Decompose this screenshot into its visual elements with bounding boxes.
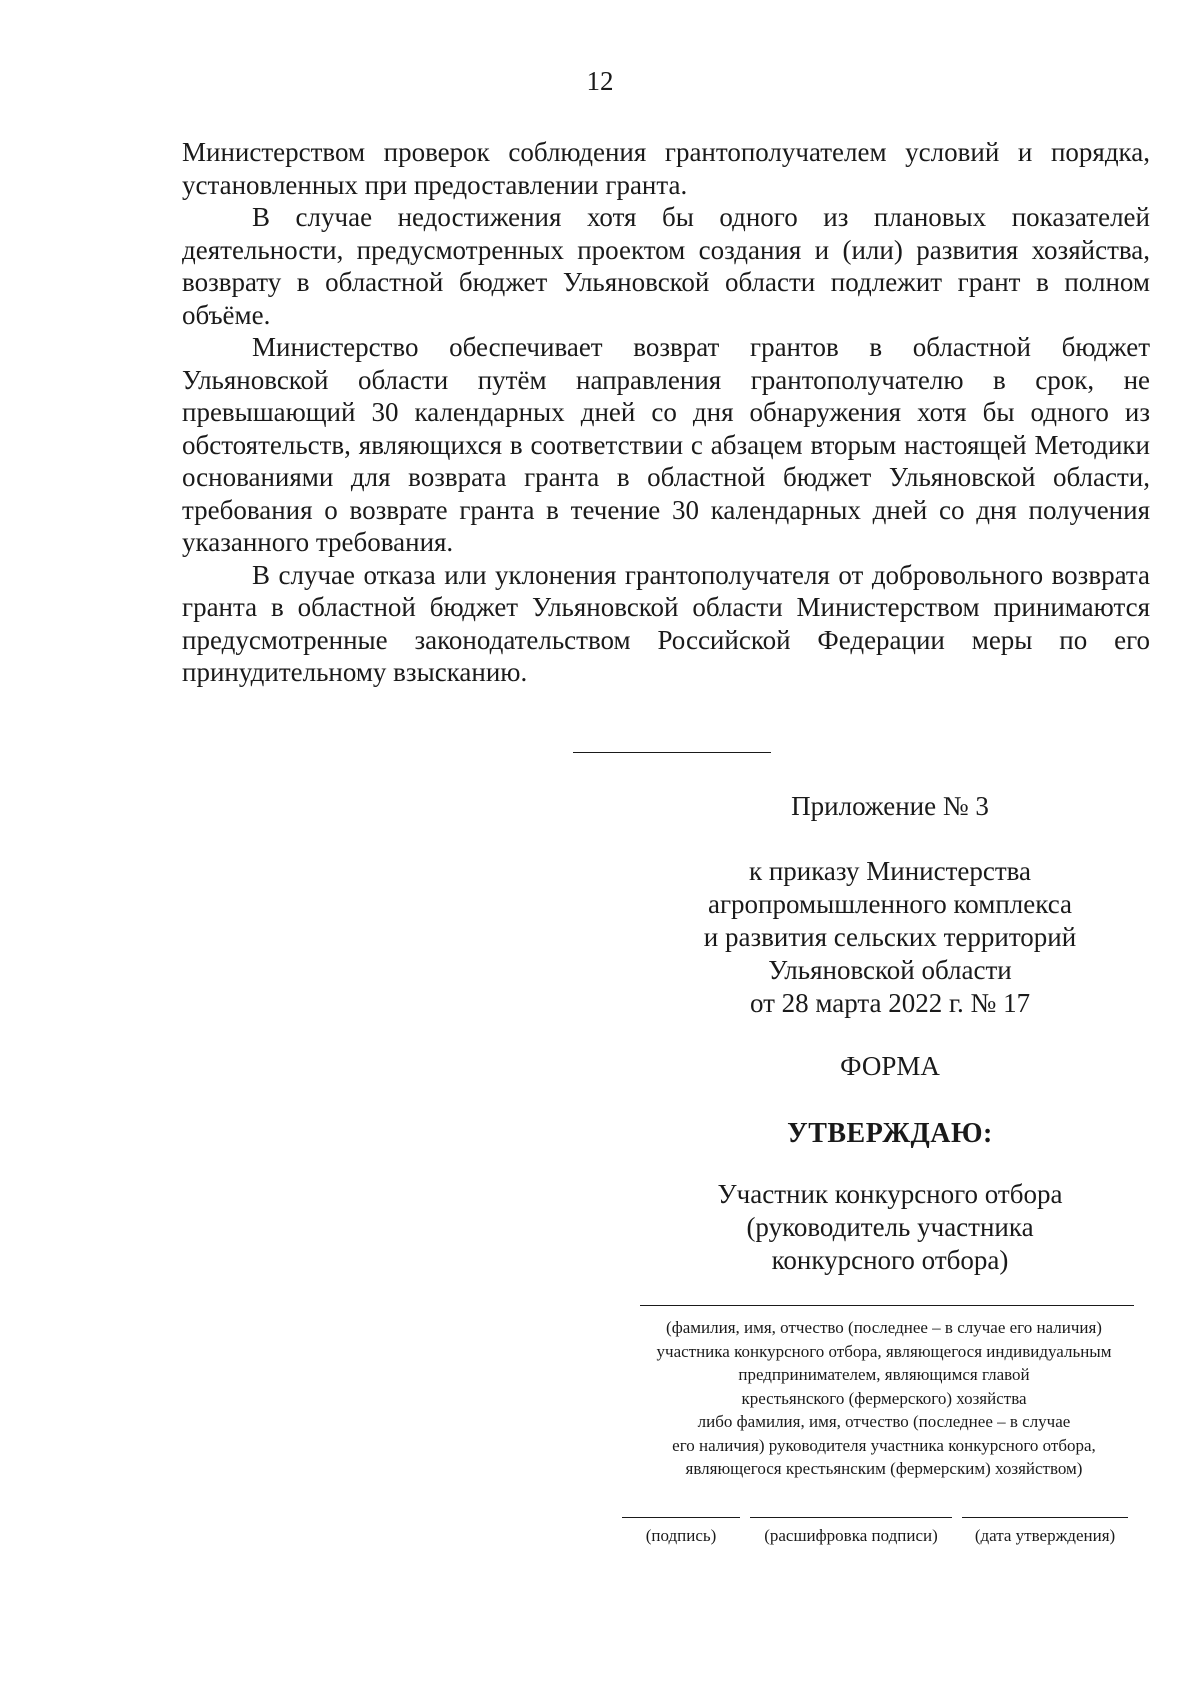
caption-line: его наличия) руководителя участника конкурсного отбора, [672, 1435, 1096, 1455]
order-line: от 28 марта 2022 г. № 17 [749, 988, 1031, 1018]
paragraph-3: Министерство обеспечивает возврат грантов в областной бюджет Ульяновской области путём направления грантополучателю в срок, не превышающий 30 календарных дней со дня обнаружения хотя бы одного из обстоятельств, являющихся в соответствии с абзацем вторым настоящей Методики основаниями для возврата гранта в областной бюджет Ульяновской области, требования о возврате гранта в течение 30 календарных дней со дня получения указанного требования. [182, 332, 1150, 557]
caption-line: участника конкурсного отбора, являющегося индивидуальным [656, 1341, 1112, 1361]
name-fill-line [640, 1305, 1134, 1306]
order-line: агропромышленного комплекса [708, 889, 1072, 919]
participant-line: Участник конкурсного отбора [717, 1179, 1063, 1209]
caption-line: предпринимателем, являющимся главой [738, 1365, 1030, 1384]
caption-line: либо фамилия, имя, отчество (последнее – в случае [697, 1412, 1071, 1431]
decryption-caption: (расшифровка подписи) [764, 1526, 938, 1545]
paragraph-4: В случае отказа или уклонения грантополучателя от добровольного возврата гранта в областной бюджет Ульяновской области Министерством принимаются предусмотренные законодательством Российской Федерации меры по его принудительному взысканию. [182, 559, 1150, 687]
order-line: к приказу Министерства [748, 856, 1032, 886]
decryption-fill-line [750, 1517, 952, 1518]
body-text [182, 136, 1150, 689]
participant-line: конкурсного отбора) [771, 1245, 1009, 1275]
order-line: и развития сельских территорий [703, 922, 1077, 952]
appendix-title: Приложение № 3 [791, 791, 989, 821]
section-separator [573, 752, 771, 753]
date-caption: (дата утверждения) [974, 1526, 1116, 1545]
paragraph-2: В случае недостижения хотя бы одного из плановых показателей деятельности, предусмотренных проектом создания и (или) развития хозяйства, возврату в областной бюджет Ульяновской области подлежит грант в полном объёме. [182, 202, 1150, 330]
caption-line: (фамилия, имя, отчество (последнее – в случае его наличия) [666, 1318, 1102, 1337]
paragraph-1: Министерством проверок соблюдения грантополучателем условий и порядка, установленных при предоставлении гранта. [182, 137, 1150, 200]
page-number: 12 [586, 66, 614, 96]
signature-fill-line [622, 1517, 740, 1518]
approve-label: УТВЕРЖДАЮ: [787, 1118, 993, 1149]
order-line: Ульяновской области [768, 955, 1012, 985]
order-reference [660, 855, 1120, 1020]
caption-line: крестьянского (фермерского) хозяйства [741, 1388, 1027, 1408]
date-fill-line [962, 1517, 1128, 1518]
signature-captions [0, 1526, 1200, 1556]
name-caption [600, 1316, 1168, 1481]
caption-line: являющегося крестьянским (фермерским) хозяйством) [685, 1459, 1083, 1478]
participant-line: (руководитель участника [746, 1212, 1034, 1242]
signature-caption: (подпись) [645, 1526, 717, 1545]
form-label: ФОРМА [840, 1051, 940, 1081]
participant-title [660, 1178, 1120, 1277]
